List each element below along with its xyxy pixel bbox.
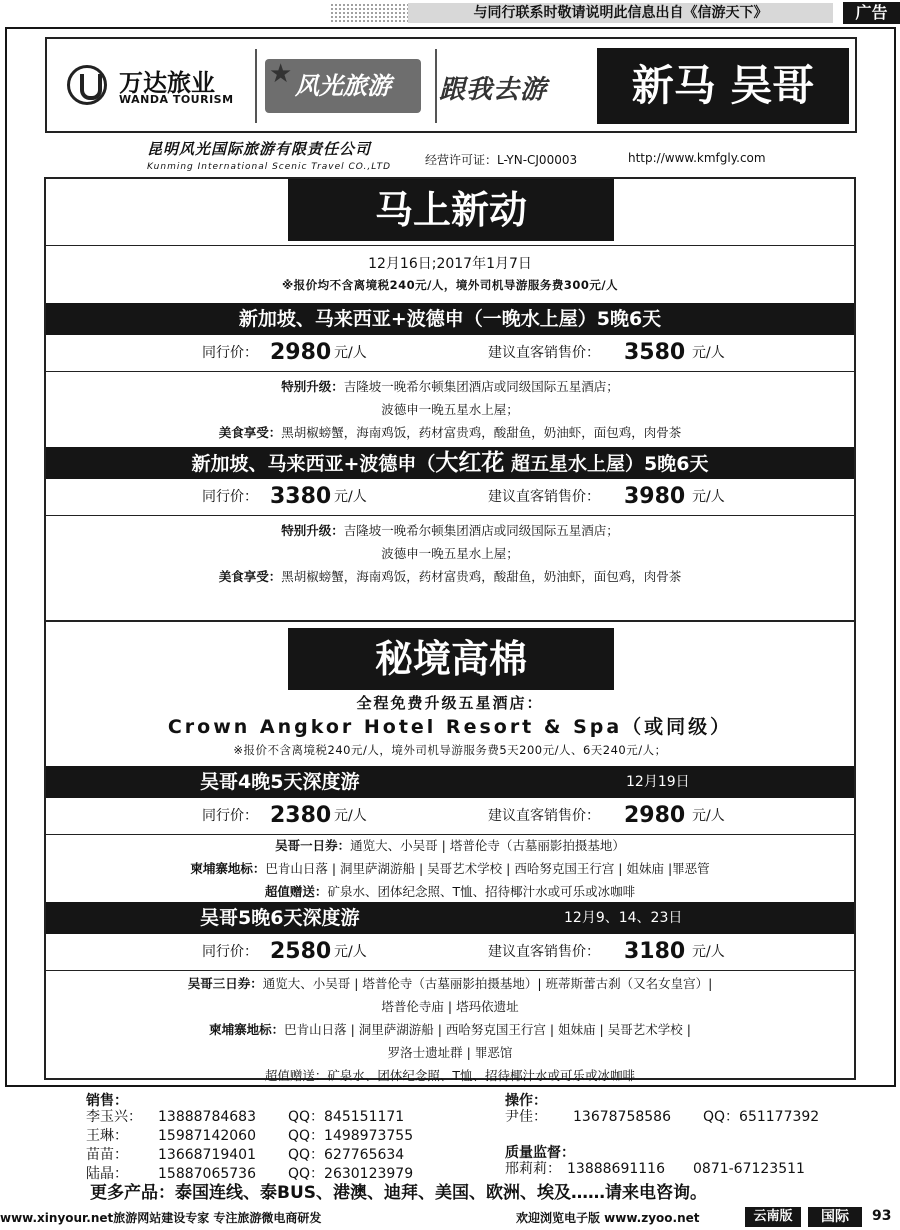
divider <box>255 49 257 123</box>
retail-price-label: 建议直客销售价： <box>488 944 600 960</box>
page-number: 93 <box>872 1208 892 1224</box>
ticket-key: 吴哥一日券： <box>275 838 351 853</box>
route-title-bar <box>46 766 854 798</box>
gift-text: 矿泉水、团体纪念照、T恤、招待椰汁水或可乐或冰咖啡 <box>327 884 636 899</box>
dot-pattern <box>330 3 410 23</box>
food-text: 黑胡椒螃蟹，海南鸡饭，药材富贵鸡，酸甜鱼，奶油虾，面包鸡，肉骨茶 <box>281 569 682 584</box>
section-xinma <box>44 177 856 622</box>
price-unit: 元/人 <box>692 808 725 824</box>
star-icon: ★ <box>269 59 293 89</box>
logo-banner <box>45 37 857 133</box>
landmark-line <box>46 1018 854 1041</box>
wanda-logo-icon <box>67 65 107 105</box>
contact-qq: QQ：627765634 <box>288 1147 405 1163</box>
landmark-key: 柬埔寨地标： <box>190 861 266 876</box>
retail-price-label: 建议直客销售价： <box>488 489 600 505</box>
play-logo: 跟我去游 <box>439 75 548 105</box>
route-title <box>46 447 854 479</box>
sales-contact <box>86 1146 466 1165</box>
price-row <box>46 337 854 369</box>
category-tag: 国际 <box>808 1207 862 1227</box>
route-details <box>46 972 854 1087</box>
route-details <box>46 519 854 588</box>
sales-contact <box>86 1127 466 1146</box>
upgrade-text: 吉隆坡一晚希尔顿集团酒店或同级国际五星酒店； <box>343 523 619 538</box>
divider <box>46 970 854 971</box>
price-unit: 元/人 <box>692 489 725 505</box>
route-title: 吴哥5晚6天深度游 <box>200 907 360 929</box>
price-row <box>46 481 854 513</box>
route-title-post: 超五星水上屋）5晚6天 <box>504 453 709 475</box>
contact-phone[interactable]: 13678758586 <box>573 1109 671 1125</box>
price-row <box>46 936 854 968</box>
upgrade-line-2: 波德申一晚五星水上屋； <box>381 546 519 561</box>
retail-price: 2980 <box>624 803 686 828</box>
contact-phone[interactable]: 15887065736 <box>158 1166 256 1182</box>
peer-price-label: 同行价： <box>202 345 258 361</box>
divider <box>435 49 437 123</box>
price-unit: 元/人 <box>334 808 367 824</box>
contact-phone[interactable]: 13888784683 <box>158 1109 256 1125</box>
price-unit: 元/人 <box>692 345 725 361</box>
ticket-line <box>46 834 854 857</box>
price-row <box>46 800 854 832</box>
company-name: 昆明风光国际旅游有限责任公司 <box>147 140 372 158</box>
peer-price: 2580 <box>270 939 332 964</box>
section-title: 马上新动 <box>288 179 614 241</box>
contact-name: 王琳： <box>86 1128 128 1144</box>
quality-contact <box>505 1160 865 1179</box>
price-unit: 元/人 <box>692 944 725 960</box>
peer-price-label: 同行价： <box>202 808 258 824</box>
price-unit: 元/人 <box>334 489 367 505</box>
peer-price: 2380 <box>270 803 332 828</box>
travel-dates: 12月16日;2017年1月7日 <box>368 256 532 272</box>
headline: 新马 吴哥 <box>597 48 849 124</box>
contact-name: 尹佳： <box>505 1109 547 1125</box>
upgrade-line-2: 波德申一晚五星水上屋； <box>381 402 519 417</box>
landmark-text: 巴肯山日落 | 洞里萨湖游船 | 西哈努克国王行宫 | 姐妹庙 | 吴哥艺术学校 | <box>284 1022 691 1037</box>
contact-qq: QQ：1498973755 <box>288 1128 414 1144</box>
contact-qq: QQ：845151171 <box>288 1109 405 1125</box>
quality-label: 质量监督： <box>505 1145 575 1161</box>
footer <box>0 1206 900 1230</box>
ops-label: 操作： <box>505 1093 547 1109</box>
landmark-text: 巴肯山日落 | 洞里萨湖游船 | 吴哥艺术学校 | 西哈努克国王行宫 | 姐妹庙 |罪恶管 <box>265 861 710 876</box>
ticket-line-2: 塔普伦寺庙 | 塔玛依遗址 <box>381 999 519 1014</box>
upgrade-text: 吉隆坡一晚希尔顿集团酒店或同级国际五星酒店； <box>343 379 619 394</box>
food-key: 美食享受： <box>218 569 282 584</box>
peer-price-label: 同行价： <box>202 944 258 960</box>
upgrade-line <box>46 519 854 542</box>
landmark-line <box>46 857 854 880</box>
edition-tag: 云南版 <box>745 1207 801 1227</box>
section-title: 秘境高棉 <box>288 628 614 690</box>
upgrade-line <box>46 375 854 398</box>
sales-label: 销售： <box>86 1093 128 1109</box>
upgrade-key: 特别升级： <box>281 523 344 538</box>
retail-price: 3980 <box>624 484 686 509</box>
route-details <box>46 834 854 903</box>
ticket-key: 吴哥三日券： <box>187 976 263 991</box>
fengguang-logo-text: 风光旅游 <box>295 72 391 100</box>
route-details <box>46 375 854 444</box>
peer-price: 2980 <box>270 340 332 365</box>
price-unit: 元/人 <box>334 944 367 960</box>
top-strip <box>0 0 900 26</box>
wanda-name: 万达旅业 <box>119 69 215 97</box>
contact-tel[interactable]: 0871-67123511 <box>693 1161 805 1177</box>
source-notice: 与同行联系时敬请说明此信息出自《信游天下》 <box>408 3 833 23</box>
gift-line: 超值赠送：矿泉水、团体纪念照、T恤、招待椰汁水或可乐或冰咖啡 <box>264 1068 636 1083</box>
ticket-text: 通览大、小吴哥 | 塔普伦寺（古墓丽影拍摄基地）| 班蒂斯蕾古刹（又名女皇宫）| <box>262 976 713 991</box>
contact-phone[interactable]: 13668719401 <box>158 1147 256 1163</box>
footer-left-text[interactable]: www.xinyour.net旅游网站建设专家 专注旅游微电商研发 <box>0 1211 322 1225</box>
price-note: ※报价不含离境税240元/人，境外司机导游服务费5天200元/人、6天240元/人； <box>233 743 667 757</box>
divider <box>46 245 854 246</box>
contact-phone[interactable]: 13888691116 <box>567 1161 665 1177</box>
contact-name: 陆晶： <box>86 1166 128 1182</box>
landmark-key: 柬埔寨地标： <box>209 1022 285 1037</box>
wanda-name-en: WANDA TOURISM <box>119 93 234 106</box>
wanda-logo <box>67 65 263 109</box>
retail-price-label: 建议直客销售价： <box>488 345 600 361</box>
peer-price: 3380 <box>270 484 332 509</box>
section-cambodia <box>44 620 856 1083</box>
contact-name: 邢莉莉： <box>505 1161 561 1177</box>
retail-price: 3580 <box>624 340 686 365</box>
landmark-line-2: 罗洛士遗址群 | 罪恶馆 <box>387 1045 513 1060</box>
peer-price-label: 同行价： <box>202 489 258 505</box>
divider <box>46 371 854 372</box>
company-name-en: Kunming International Scenic Travel CO.,LTD <box>147 162 392 172</box>
sales-contact <box>86 1108 466 1127</box>
route-title-pre: 新加坡、马来西亚+波德申（ <box>191 453 436 475</box>
route-title: 新加坡、马来西亚+波德申（一晚水上屋）5晚6天 <box>46 303 854 335</box>
retail-price-label: 建议直客销售价： <box>488 808 600 824</box>
price-unit: 元/人 <box>334 345 367 361</box>
contact-qq: QQ：651177392 <box>703 1109 820 1125</box>
price-note: ※报价均不含离境税240元/人，境外司机导游服务费300元/人 <box>281 278 619 292</box>
retail-price: 3180 <box>624 939 686 964</box>
food-key: 美食享受： <box>218 425 282 440</box>
more-products: 更多产品：泰国连线、泰BUS、港澳、迪拜、美国、欧洲、埃及……请来电咨询。 <box>90 1183 708 1203</box>
ticket-line <box>46 972 854 995</box>
hotel-name: Crown Angkor Hotel Resort & Spa（或同级） <box>167 716 733 738</box>
footer-right-text[interactable]: 欢迎浏览电子版 www.zyoo.net <box>516 1211 700 1225</box>
fengguang-logo <box>265 59 421 113</box>
ticket-text: 通览大、小吴哥 | 塔普伦寺（古墓丽影拍摄基地） <box>350 838 625 853</box>
food-line <box>46 565 854 588</box>
food-line <box>46 421 854 444</box>
route-title: 吴哥4晚5天深度游 <box>200 771 360 793</box>
gift-line <box>46 880 854 903</box>
ad-tag: 广告 <box>843 2 900 24</box>
contact-name: 李玉兴： <box>86 1109 142 1125</box>
route-date: 12月19日 <box>626 774 690 790</box>
contact-qq: QQ：2630123979 <box>288 1166 414 1182</box>
ops-contact <box>505 1108 865 1127</box>
gift-key: 超值赠送： <box>264 884 328 899</box>
route-title-highlight: 大红花 <box>435 450 505 476</box>
route-title-bar <box>46 902 854 934</box>
website-link[interactable]: http://www.kmfgly.com <box>628 151 766 165</box>
license-number: 经营许可证：L-YN-CJ00003 <box>425 153 578 167</box>
contact-name: 苗苗： <box>86 1147 128 1163</box>
contact-phone[interactable]: 15987142060 <box>158 1128 256 1144</box>
upgrade-key: 特别升级： <box>281 379 344 394</box>
hotel-upgrade-line: 全程免费升级五星酒店： <box>356 694 544 712</box>
sales-list <box>86 1108 466 1184</box>
divider <box>46 515 854 516</box>
food-text: 黑胡椒螃蟹，海南鸡饭，药材富贵鸡，酸甜鱼，奶油虾，面包鸡，肉骨茶 <box>281 425 682 440</box>
route-date: 12月9、14、23日 <box>564 910 683 926</box>
